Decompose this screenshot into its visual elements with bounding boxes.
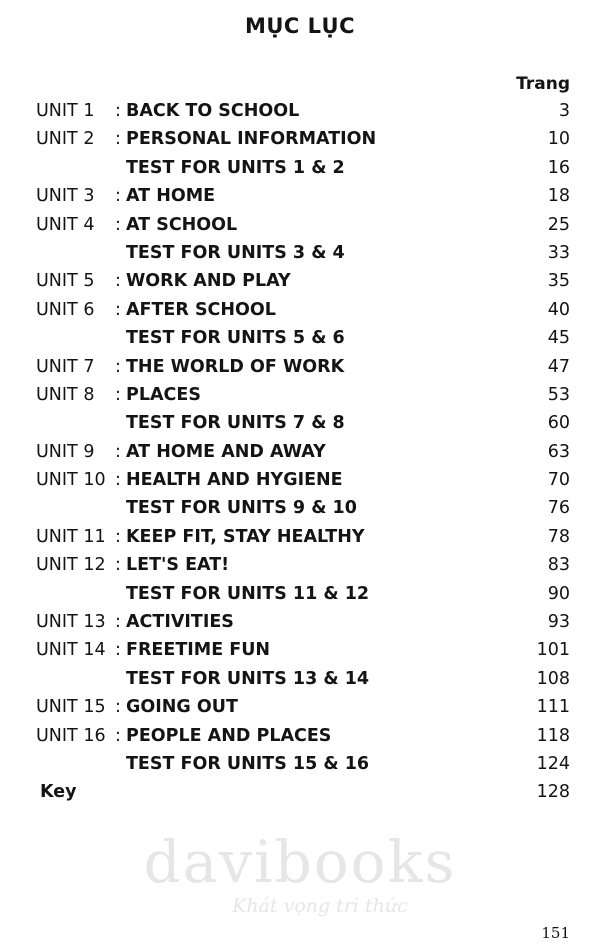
toc-page-number: 118 — [536, 725, 570, 746]
toc-entry-title: TEST FOR UNITS 5 & 6 — [126, 328, 345, 349]
toc-separator: : — [115, 697, 121, 718]
toc-entry-title: HEALTH AND HYGIENE — [126, 470, 343, 491]
toc-separator: : — [115, 612, 121, 633]
toc-entry-title: TEST FOR UNITS 15 & 16 — [126, 753, 370, 774]
toc-entry-title: PEOPLE AND PLACES — [126, 725, 332, 746]
toc-entry-title: TEST FOR UNITS 3 & 4 — [126, 242, 345, 263]
toc-entry-title: AT HOME AND AWAY — [126, 441, 326, 462]
toc-entry-title: PLACES — [126, 384, 201, 405]
page-column-header: Trang — [516, 74, 570, 94]
page-title: MỤC LỤC — [244, 14, 356, 38]
toc-unit-number: UNIT 4 — [36, 214, 95, 235]
toc-entry-title: AFTER SCHOOL — [126, 299, 276, 320]
toc-page-number: 45 — [547, 328, 570, 349]
toc-entry-title: TEST FOR UNITS 1 & 2 — [126, 157, 345, 178]
toc-entry-title: Key — [40, 782, 77, 803]
toc-entry — [36, 353, 570, 381]
toc-page-number: 53 — [547, 384, 570, 405]
toc-page-number: 16 — [547, 157, 570, 178]
toc-separator: : — [115, 384, 121, 405]
toc-entry-title: TEST FOR UNITS 7 & 8 — [126, 413, 345, 434]
toc-entry-test — [36, 409, 570, 437]
toc-separator: : — [115, 214, 121, 235]
toc-entry — [36, 211, 570, 239]
toc-list — [36, 97, 570, 807]
toc-unit-number: UNIT 11 — [36, 526, 106, 547]
toc-separator: : — [115, 299, 121, 320]
toc-entry-title: GOING OUT — [126, 697, 238, 718]
toc-unit-number: UNIT 8 — [36, 384, 95, 405]
toc-entry-title: LET'S EAT! — [126, 555, 230, 576]
toc-unit-number: UNIT 3 — [36, 186, 95, 207]
toc-page-number: 70 — [547, 470, 570, 491]
toc-separator: : — [115, 470, 121, 491]
toc-page-number: 47 — [547, 356, 570, 377]
toc-page-number: 83 — [547, 555, 570, 576]
toc-entry-title: THE WORLD OF WORK — [126, 356, 345, 377]
toc-unit-number: UNIT 1 — [36, 101, 95, 121]
toc-entry-key — [36, 778, 570, 806]
toc-unit-number: UNIT 10 — [36, 470, 106, 491]
toc-page-number: 63 — [547, 441, 570, 462]
toc-entry — [36, 97, 570, 125]
toc-entry-title: TEST FOR UNITS 9 & 10 — [126, 498, 357, 519]
toc-entry-test — [36, 580, 570, 608]
toc-separator: : — [115, 640, 121, 661]
toc-unit-number: UNIT 2 — [36, 129, 95, 150]
page-number: 151 — [541, 924, 570, 942]
toc-separator: : — [115, 526, 121, 547]
toc-unit-number: UNIT 15 — [36, 697, 106, 718]
toc-page-number: 111 — [536, 697, 570, 718]
toc-separator: : — [115, 356, 121, 377]
toc-entry — [36, 438, 570, 466]
toc-entry — [36, 296, 570, 324]
toc-page-number: 128 — [536, 782, 570, 803]
toc-separator: : — [115, 129, 121, 150]
toc-entry-title: KEEP FIT, STAY HEALTHY — [126, 526, 365, 547]
toc-separator: : — [115, 725, 121, 746]
toc-unit-number: UNIT 12 — [36, 555, 106, 576]
toc-unit-number: UNIT 16 — [36, 725, 106, 746]
toc-entry-title: FREETIME FUN — [126, 640, 271, 661]
watermark-tagline: Khát vọng tri thức — [232, 895, 408, 917]
toc-unit-number: UNIT 9 — [36, 441, 95, 462]
toc-entry-title: BACK TO SCHOOL — [126, 101, 300, 121]
toc-entry-test — [36, 750, 570, 778]
watermark-logo: davibooks — [143, 828, 457, 896]
toc-unit-number: UNIT 13 — [36, 612, 106, 633]
toc-entry-title: ACTIVITIES — [126, 612, 234, 633]
toc-entry — [36, 636, 570, 664]
toc-entry — [36, 125, 570, 153]
toc-page-number: 78 — [547, 526, 570, 547]
toc-entry — [36, 182, 570, 210]
toc-page-number: 76 — [547, 498, 570, 519]
toc-page-number: 40 — [547, 299, 570, 320]
toc-separator: : — [115, 271, 121, 292]
toc-entry-title: AT HOME — [126, 186, 216, 207]
toc-page-number: 35 — [547, 271, 570, 292]
toc-entry-test — [36, 239, 570, 267]
toc-entry — [36, 267, 570, 295]
toc-entry — [36, 466, 570, 494]
toc-page-number: 93 — [547, 612, 570, 633]
toc-entry — [36, 693, 570, 721]
toc-entry-title: WORK AND PLAY — [126, 271, 291, 292]
toc-page-number: 124 — [536, 753, 570, 774]
toc-page-number: 25 — [547, 214, 570, 235]
toc-entry-title: TEST FOR UNITS 11 & 12 — [126, 583, 370, 604]
toc-separator: : — [115, 186, 121, 207]
toc-unit-number: UNIT 6 — [36, 299, 95, 320]
toc-unit-number: UNIT 5 — [36, 271, 95, 292]
toc-entry — [36, 722, 570, 750]
toc-page-number: 90 — [547, 583, 570, 604]
toc-entry-test — [36, 665, 570, 693]
toc-page-number: 108 — [536, 668, 570, 689]
toc-entry — [36, 381, 570, 409]
toc-separator: : — [115, 101, 121, 121]
toc-page-number: 101 — [536, 640, 570, 661]
toc-entry — [36, 608, 570, 636]
toc-separator: : — [115, 441, 121, 462]
toc-page-number: 3 — [558, 101, 570, 121]
toc-entry-title: AT SCHOOL — [126, 214, 238, 235]
toc-separator: : — [115, 555, 121, 576]
toc-entry-title: PERSONAL INFORMATION — [126, 129, 377, 150]
toc-unit-number: UNIT 7 — [36, 356, 95, 377]
toc-entry-test — [36, 154, 570, 182]
toc-entry — [36, 523, 570, 551]
toc-entry-title: TEST FOR UNITS 13 & 14 — [126, 668, 370, 689]
toc-page-number: 18 — [547, 186, 570, 207]
toc-page-number: 10 — [547, 129, 570, 150]
toc-entry-test — [36, 494, 570, 522]
toc-unit-number: UNIT 14 — [36, 640, 106, 661]
toc-page-number: 60 — [547, 413, 570, 434]
toc-entry — [36, 551, 570, 579]
toc-page-number: 33 — [547, 242, 570, 263]
toc-entry-test — [36, 324, 570, 352]
